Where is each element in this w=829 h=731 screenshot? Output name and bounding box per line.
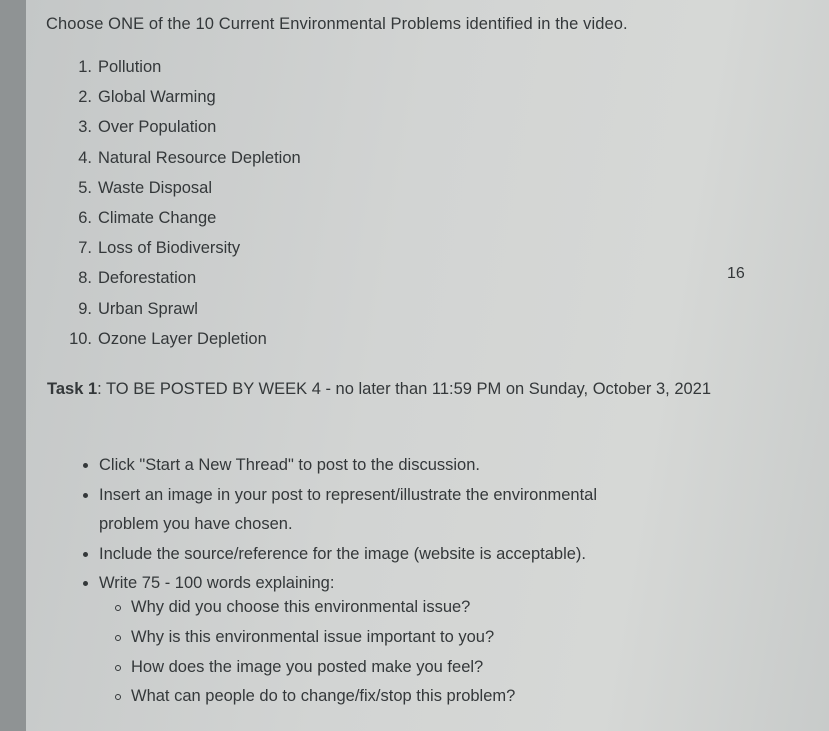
list-item <box>58 56 301 86</box>
left-margin-bar <box>0 0 26 731</box>
bullet-icon <box>83 493 88 498</box>
item-number: 4. <box>78 148 92 167</box>
list-item <box>58 86 301 116</box>
list-item <box>58 177 301 207</box>
list-item <box>80 540 640 570</box>
page-number: 16 <box>727 265 745 282</box>
item-number: 6. <box>78 208 92 227</box>
item-label: Climate Change <box>98 208 217 227</box>
item-number: 7. <box>78 239 92 258</box>
step-text: Include the source/reference for the image (website is acceptable). <box>99 544 587 563</box>
item-number: 9. <box>78 299 92 318</box>
item-label: Over Population <box>98 118 217 137</box>
bullet-icon <box>83 581 88 586</box>
list-item <box>58 237 301 267</box>
list-item <box>58 147 301 177</box>
list-item <box>80 682 640 712</box>
item-label: Pollution <box>98 58 162 76</box>
list-item <box>80 451 640 481</box>
item-number: 3. <box>78 118 92 137</box>
hollow-bullet-icon <box>115 605 121 611</box>
step-text: Insert an image in your post to represent/illustrate the environmental problem you have chosen. <box>99 485 598 533</box>
list-item <box>58 328 301 358</box>
item-label: Loss of Biodiversity <box>98 239 241 258</box>
bullet-icon <box>83 552 88 557</box>
item-label: Waste Disposal <box>98 178 213 197</box>
reflection-questions-list <box>80 593 640 712</box>
question-text: Why did you choose this environmental issue? <box>131 598 471 616</box>
intro-text: Choose ONE of the 10 Current Environmental Problems identified in the video. <box>46 15 628 33</box>
question-text: Why is this environmental issue important to you? <box>131 627 495 646</box>
hollow-bullet-icon <box>115 665 121 671</box>
list-item <box>80 623 640 653</box>
question-text: What can people do to change/fix/stop this problem? <box>131 687 516 706</box>
item-label: Urban Sprawl <box>98 299 198 318</box>
hollow-bullet-icon <box>115 694 121 700</box>
item-label: Deforestation <box>98 269 197 288</box>
item-label: Ozone Layer Depletion <box>98 329 267 348</box>
task-heading <box>47 376 727 403</box>
item-number: 8. <box>78 269 92 288</box>
list-item <box>58 267 301 297</box>
hollow-bullet-icon <box>115 635 121 641</box>
list-item <box>58 116 301 146</box>
question-text: How does the image you posted make you feel? <box>131 657 484 676</box>
item-label: Natural Resource Depletion <box>98 148 301 167</box>
list-item <box>58 298 301 328</box>
task-label: Task 1 <box>47 380 98 398</box>
item-number: 10. <box>69 329 92 348</box>
environmental-problems-list <box>58 56 301 358</box>
task-steps-list <box>80 451 640 599</box>
list-item <box>80 481 640 540</box>
item-number: 5. <box>78 178 92 197</box>
list-item <box>58 207 301 237</box>
item-label: Global Warming <box>98 88 216 107</box>
bullet-icon <box>83 463 88 468</box>
list-item <box>80 593 640 623</box>
list-item <box>80 653 640 683</box>
step-text: Click "Start a New Thread" to post to the discussion. <box>99 456 480 474</box>
item-number: 2. <box>78 88 92 107</box>
item-number: 1. <box>78 58 92 76</box>
step-text: Write 75 - 100 words explaining: <box>99 574 335 592</box>
task-deadline-text: : TO BE POSTED BY WEEK 4 - no later than 11:59 PM on Sunday, October 3, 2021 <box>97 380 712 398</box>
